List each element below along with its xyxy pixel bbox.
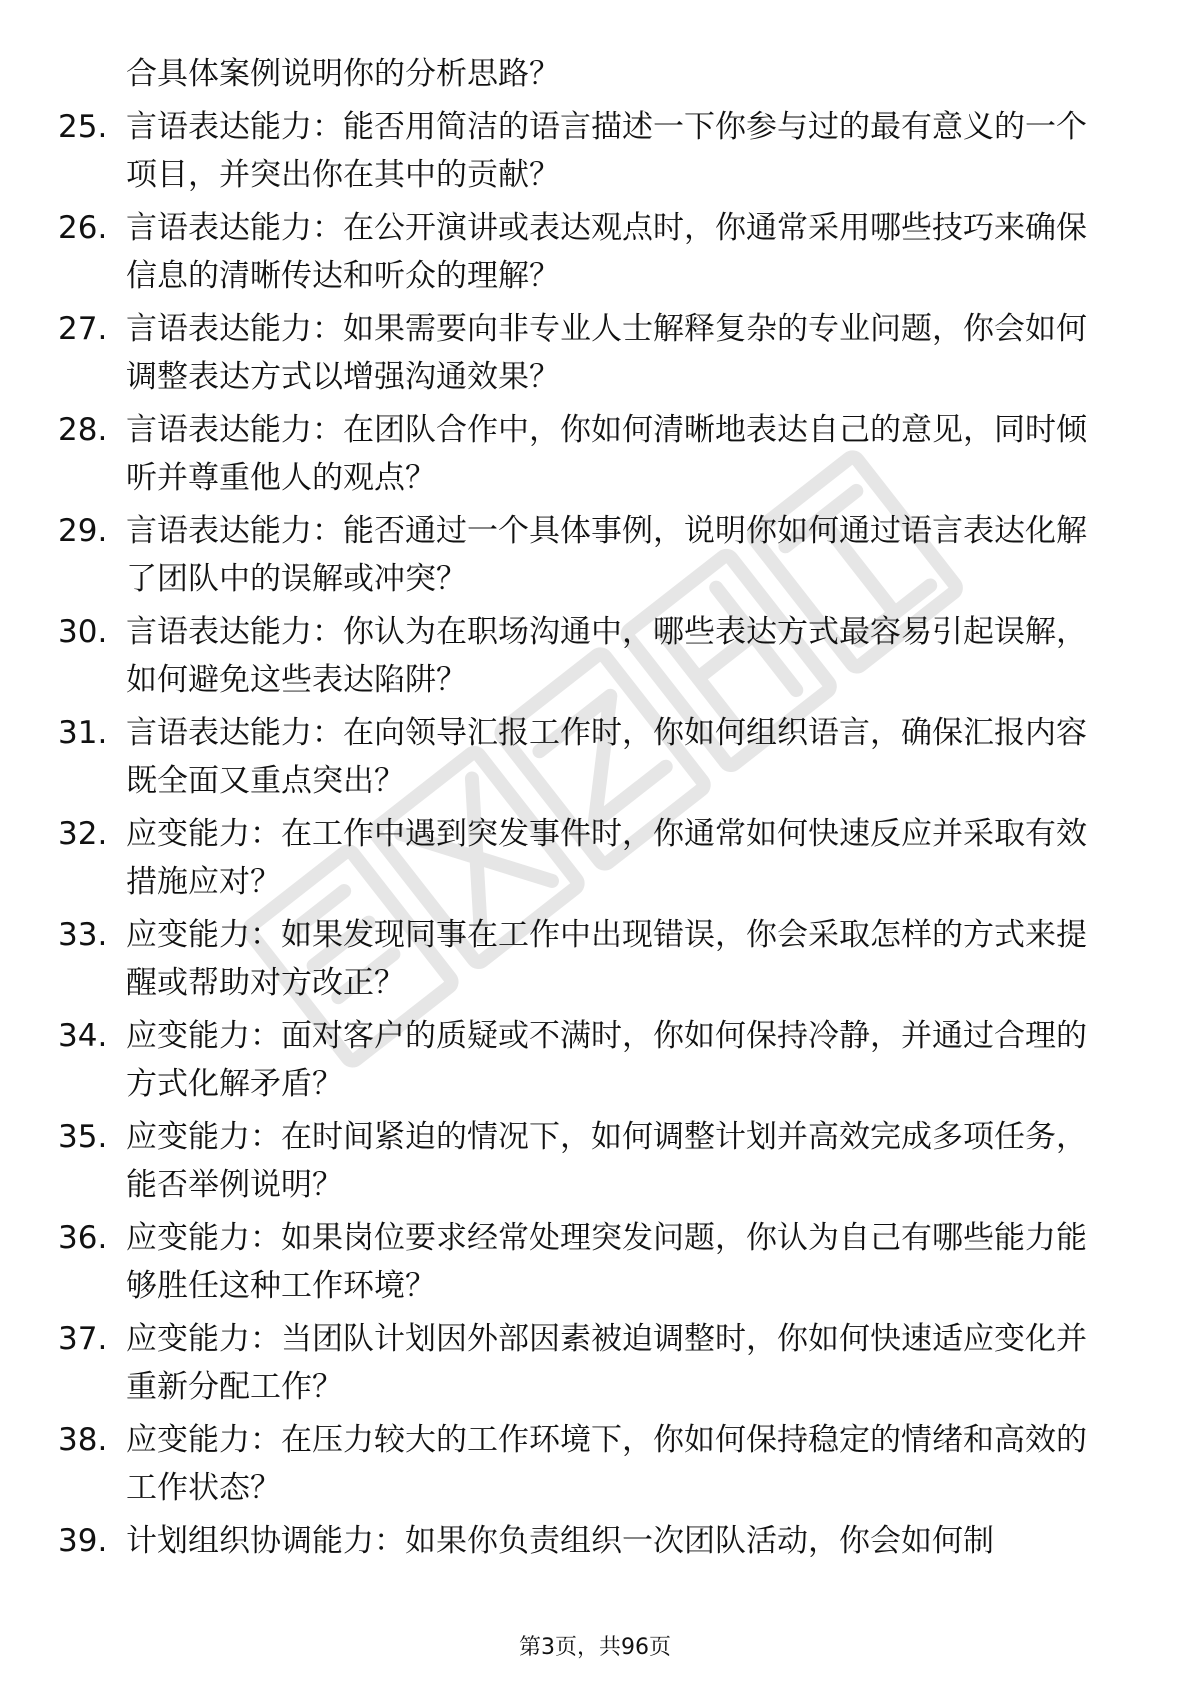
- question-text: 言语表达能力：能否通过一个具体事例，说明你如何通过语言表达化解了团队中的误解或冲突？: [126, 513, 1087, 597]
- question-number: 38.: [58, 1422, 108, 1458]
- question-number: 35.: [58, 1119, 108, 1155]
- question-number: 29.: [58, 513, 108, 549]
- list-item: [0, 1517, 1190, 1565]
- question-text: 计划组织协调能力：如果你负责组织一次团队活动，你会如何制: [126, 1523, 994, 1559]
- list-item: [0, 204, 1190, 300]
- question-number: 34.: [58, 1018, 108, 1054]
- list-item: [0, 608, 1190, 704]
- question-text: 言语表达能力：能否用简洁的语言描述一下你参与过的最有意义的一个项目，并突出你在其中的贡献？: [126, 109, 1087, 193]
- question-list: [0, 50, 1190, 1570]
- question-number: 27.: [58, 311, 108, 347]
- question-number: 25.: [58, 109, 108, 145]
- list-item: [0, 911, 1190, 1007]
- page-footer: 第3页，共96页: [519, 1635, 671, 1660]
- question-number: 39.: [58, 1523, 108, 1559]
- list-item: [0, 1214, 1190, 1310]
- question-text: 应变能力：在压力较大的工作环境下，你如何保持稳定的情绪和高效的工作状态？: [126, 1422, 1087, 1506]
- list-item: [0, 103, 1190, 199]
- continuation-text: 合具体案例说明你的分析思路？: [126, 56, 560, 92]
- list-item: [0, 709, 1190, 805]
- list-item: [0, 305, 1190, 401]
- question-text: 应变能力：如果岗位要求经常处理突发问题，你认为自己有哪些能力能够胜任这种工作环境？: [126, 1220, 1087, 1304]
- list-item-continuation: [0, 50, 1190, 98]
- question-text: 应变能力：如果发现同事在工作中出现错误，你会采取怎样的方式来提醒或帮助对方改正？: [126, 917, 1087, 1001]
- question-text: 应变能力：在工作中遇到突发事件时，你通常如何快速反应并采取有效措施应对？: [126, 816, 1087, 900]
- list-item: [0, 1113, 1190, 1209]
- question-text: 应变能力：面对客户的质疑或不满时，你如何保持冷静，并通过合理的方式化解矛盾？: [126, 1018, 1087, 1102]
- question-text: 言语表达能力：在团队合作中，你如何清晰地表达自己的意见，同时倾听并尊重他人的观点？: [126, 412, 1087, 496]
- question-number: 30.: [58, 614, 108, 650]
- list-item: [0, 507, 1190, 603]
- question-number: 33.: [58, 917, 108, 953]
- question-text: 言语表达能力：在公开演讲或表达观点时，你通常采用哪些技巧来确保信息的清晰传达和听众的理解？: [126, 210, 1087, 294]
- question-number: 31.: [58, 715, 108, 751]
- question-number: 37.: [58, 1321, 108, 1357]
- list-item: [0, 1416, 1190, 1512]
- question-number: 28.: [58, 412, 108, 448]
- list-item: [0, 1012, 1190, 1108]
- list-item: [0, 406, 1190, 502]
- question-text: 应变能力：在时间紧迫的情况下，如何调整计划并高效完成多项任务，能否举例说明？: [126, 1119, 1087, 1203]
- question-number: 32.: [58, 816, 108, 852]
- question-text: 言语表达能力：在向领导汇报工作时，你如何组织语言，确保汇报内容既全面又重点突出？: [126, 715, 1087, 799]
- question-number: 36.: [58, 1220, 108, 1256]
- list-item: [0, 810, 1190, 906]
- question-text: 应变能力：当团队计划因外部因素被迫调整时，你如何快速适应变化并重新分配工作？: [126, 1321, 1087, 1405]
- list-item: [0, 1315, 1190, 1411]
- question-number: 26.: [58, 210, 108, 246]
- question-text: 言语表达能力：如果需要向非专业人士解释复杂的专业问题，你会如何调整表达方式以增强沟通效果？: [126, 311, 1087, 395]
- question-text: 言语表达能力：你认为在职场沟通中，哪些表达方式最容易引起误解，如何避免这些表达陷阱？: [126, 614, 1087, 698]
